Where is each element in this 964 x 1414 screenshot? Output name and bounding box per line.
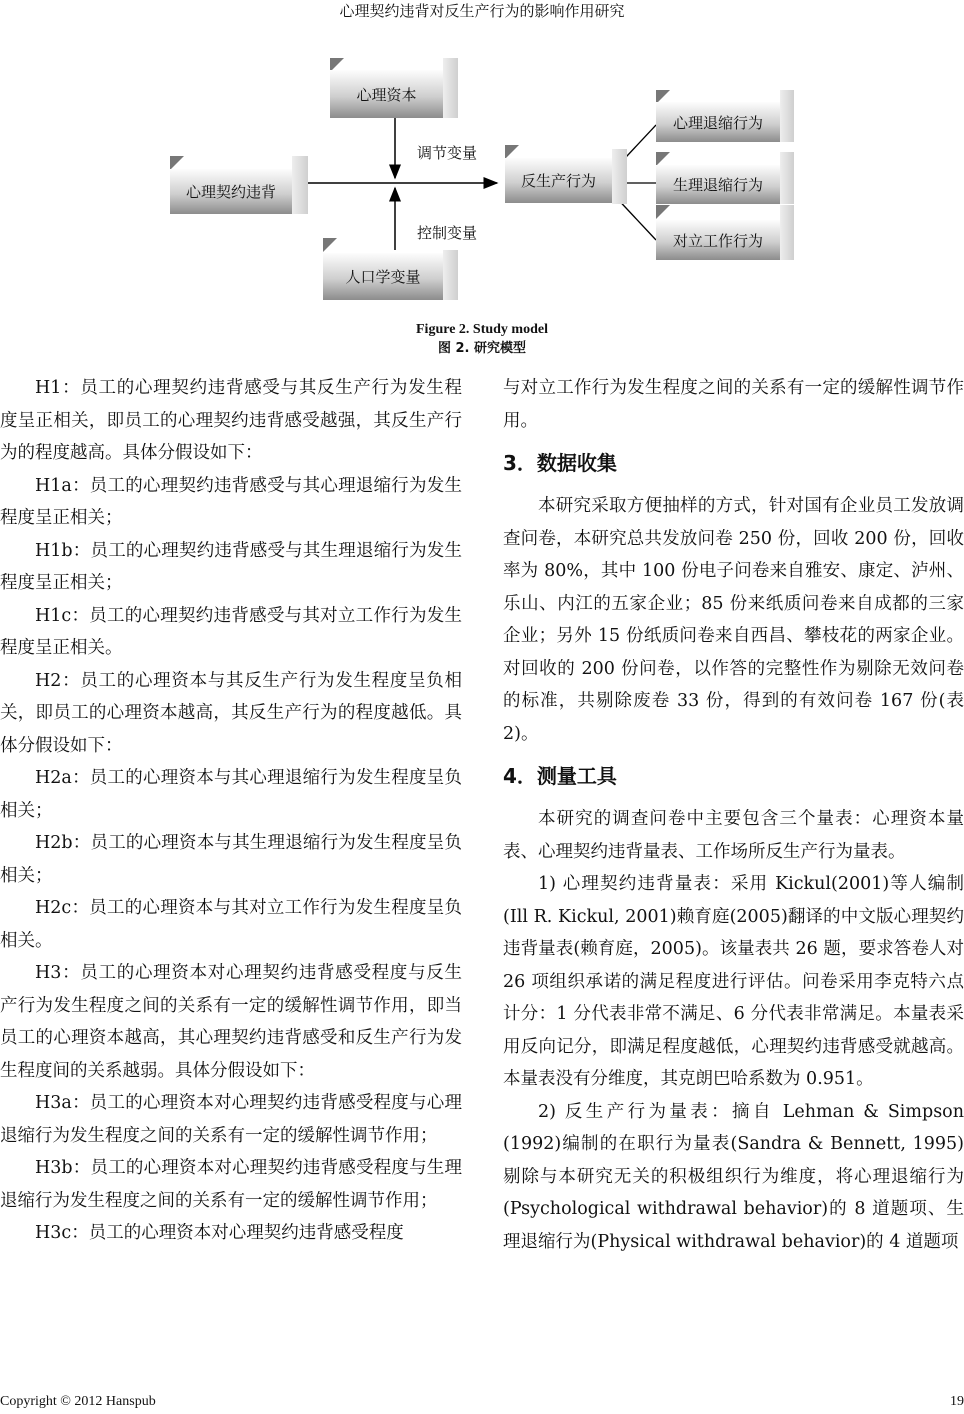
- hypothesis-h3a: H3a：员工的心理资本对心理契约违背感受程度与心理退缩行为发生程度之间的关系有一定的缓解性调节作用；: [0, 1093, 462, 1146]
- hypothesis-h2a: H2a：员工的心理资本与其心理退缩行为发生程度呈负相关；: [0, 768, 462, 821]
- footer-copyright: Copyright © 2012 Hanspub: [0, 1394, 156, 1409]
- figure-caption-en: Figure 2. Study model: [416, 322, 548, 337]
- data-collection-paragraph: 本研究采取方便抽样的方式，针对国有企业员工发放调查问卷，本研究总共发放问卷 250 份，回收 200 份，回收率为 80%，其中 100 份电子问卷来自雅安、康定、泸州、乐山、内江的五家企业；85 份来纸质问卷来自成都的三家企业；另外 15 份纸质问卷来自西昌、攀枝花的两家企业。对回收的 200 份问卷，以作答的完整性作为剔除无效问卷的标准，共剔除废卷 33 份，得到的有效问卷 167 份(表 2)。: [503, 496, 964, 744]
- hypothesis-h1: H1：员工的心理契约违背感受与其反生产行为发生程度呈正相关，即员工的心理契约违背感受越强，其反生产行为的程度越高。具体分假设如下：: [0, 378, 462, 463]
- control-label: 控制变量: [417, 224, 478, 242]
- hypothesis-h3c: H3c：员工的心理资本对心理契约违背感受程度: [35, 1223, 404, 1243]
- diagram-connectors: [0, 0, 964, 320]
- right-column: [503, 372, 964, 1258]
- hypothesis-h3b: H3b：员工的心理资本对心理契约违背感受程度与生理退缩行为发生程度之间的关系有一定的缓解性调节作用；: [0, 1158, 462, 1211]
- hypothesis-h3: H3：员工的心理资本对心理契约违背感受程度与反生产行为发生程度之间的关系有一定的缓解性调节作用，即当员工的心理资本越高，其心理契约违背感受和反生产行为发生程度间的关系越弱。具体分假设如下：: [0, 963, 462, 1081]
- hypothesis-h1a: H1a：员工的心理契约违背感受与其心理退缩行为发生程度呈正相关；: [0, 475, 462, 528]
- hypothesis-h3c-continued: 与对立工作行为发生程度之间的关系有一定的缓解性调节作用。: [503, 378, 964, 431]
- section-3-heading: 3．数据收集: [503, 451, 617, 475]
- hypothesis-h1b: H1b：员工的心理契约违背感受与其生理退缩行为发生程度呈正相关；: [0, 540, 462, 593]
- running-header: 心理契约违背对反生产行为的影响作用研究: [339, 2, 625, 20]
- hypothesis-h2b: H2b：员工的心理资本与其生理退缩行为发生程度呈负相关；: [0, 833, 462, 886]
- moderator-label: 调节变量: [417, 144, 478, 162]
- page-number: 19: [950, 1394, 964, 1409]
- paper-page: 心理契约违背对反生产行为的影响作用研究 心理资本 心理契约违背 人口学变量 反生产行为 心理退缩行为 生理退缩行为 对立工作行为 调节变量 控制变量 Figure 2. Study model 图 2. 研究模型 H1：员工的心理契约违背感受与其反生产行为发生程度呈正相关，即员工的心理契约违背感受越强，其反生产行为的程度越高。具体分假设如下： H1a：员工的心理契约违背感受与其心理退缩行为发生程度呈正相关； H1b：员工的心理契约违背感受与其生理退缩行为发生程度呈正相关； H1c：员工的心理契约违背感受与其对立工作行为发生程度呈正相关。 H2：员工的心理资本与其反生产行为发生程度呈负相关，即员工的心理资本越高，其反生产行为的程度越低。具体分假设如下： H2a：员工的心理资本与其心理退缩行为发生程度呈负相关； H2b：员工的心理资本与其生理退缩行为发生程度呈负相关； H2c：员工的心理资本与其对立工作行为发生程度呈负相关。 H3：员工的心理资本对心理契约违背感受程度与反生产行为发生程度之间的关系有一定的缓解性调节作用，即当员工的心理资本越高，其心理契约违背感受和反生产行为发生程度间的关系越弱。具体分假设如下： H3a：员工的心理资本对心理契约违背感受程度与心理退缩行为发生程度之间的关系有一定的缓解性调节作用； H3b：员工的心理资本对心理契约违背感受程度与生理退缩行为发生程度之间的关系有一定的缓解性调节作用； H3c：员工的心理资本对心理契约违背感受程度 与对立工作行为发生程度之间的关系有一定的缓解性调节作用。 3．数据收集 本研究采取方便抽样的方式，针对国有企业员工发放调查问卷，本研究总共发放问卷 250 份，回收 200 份，回收率为 80%，其中 100 份电子问卷来自雅安、康定、泸州、乐山、内江的五家企业；85 份来纸质问卷来自成都的三家企业；另外 15 份纸质问卷来自西昌、攀枝花的两家企业。对回收的 200 份问卷，以作答的完整性作为剔除无效问卷的标准，共剔除废卷 33 份，得到的有效问卷 167 份(表 2)。 4．测量工具 本研究的调查问卷中主要包含三个量表：心理资本量表、心理契约违背量表、工作场所反生产行为量表。 1) 心理契约违背量表：采用 Kickul(2001)等人编制(Ill R. Kickul, 2001)赖育庭(2005)翻译的中文版心理契约违背量表(赖育庭，2005)。该量表共 26 题，要求答卷人对 26 项组织承诺的满足程度进行评估。问卷采用李克特六点计分：1 分代表非常不满足、6 分代表非常满足。本量表采用反向记分，即满足程度越低，心理契约违背感受就越高。本量表没有分维度，其克朗巴哈系数为 0.951。 2) 反生产行为量表：摘自 Lehman & Simpson (1992)编制的在职行为量表(Sandra & Bennett, 1995)剔除与本研究无关的积极组织行为维度，将心理退缩行为(Psychological withdrawal behavior)的 8 道题项、生理退缩行为(Physical withdrawal behavior)的 4 道题项 Copyright © 2012 Hanspub 19: [0, 0, 964, 1414]
- hypothesis-h1c: H1c：员工的心理契约违背感受与其对立工作行为发生程度呈正相关。: [0, 605, 462, 658]
- section-4-heading: 4．测量工具: [503, 764, 617, 788]
- instrument-2: 2) 反生产行为量表：摘自 Lehman & Simpson (1992)编制的在职行为量表(Sandra & Bennett, 1995)剔除与本研究无关的积极组织行为维度，将心理退缩行为(Psychological withdrawal behavior)的 8 道题项、生理退缩行为(Physical withdrawal behavior)的 4 道题项: [503, 1101, 964, 1252]
- instruments-intro: 本研究的调查问卷中主要包含三个量表：心理资本量表、心理契约违背量表、工作场所反生产行为量表。: [503, 809, 964, 862]
- instrument-1: 1) 心理契约违背量表：采用 Kickul(2001)等人编制(Ill R. Kickul, 2001)赖育庭(2005)翻译的中文版心理契约违背量表(赖育庭，2005)。该量表共 26 题，要求答卷人对 26 项组织承诺的满足程度进行评估。问卷采用李克特六点计分：1 分代表非常不满足、6 分代表非常满足。本量表采用反向记分，即满足程度越低，心理契约违背感受就越高。本量表没有分维度，其克朗巴哈系数为 0.951。: [503, 874, 964, 1089]
- hypothesis-h2c: H2c：员工的心理资本与其对立工作行为发生程度呈负相关。: [0, 898, 462, 951]
- left-column: [0, 372, 462, 1250]
- hypothesis-h2: H2：员工的心理资本与其反生产行为发生程度呈负相关，即员工的心理资本越高，其反生产行为的程度越低。具体分假设如下：: [0, 670, 462, 756]
- figure-caption-cn: 图 2. 研究模型: [437, 341, 527, 356]
